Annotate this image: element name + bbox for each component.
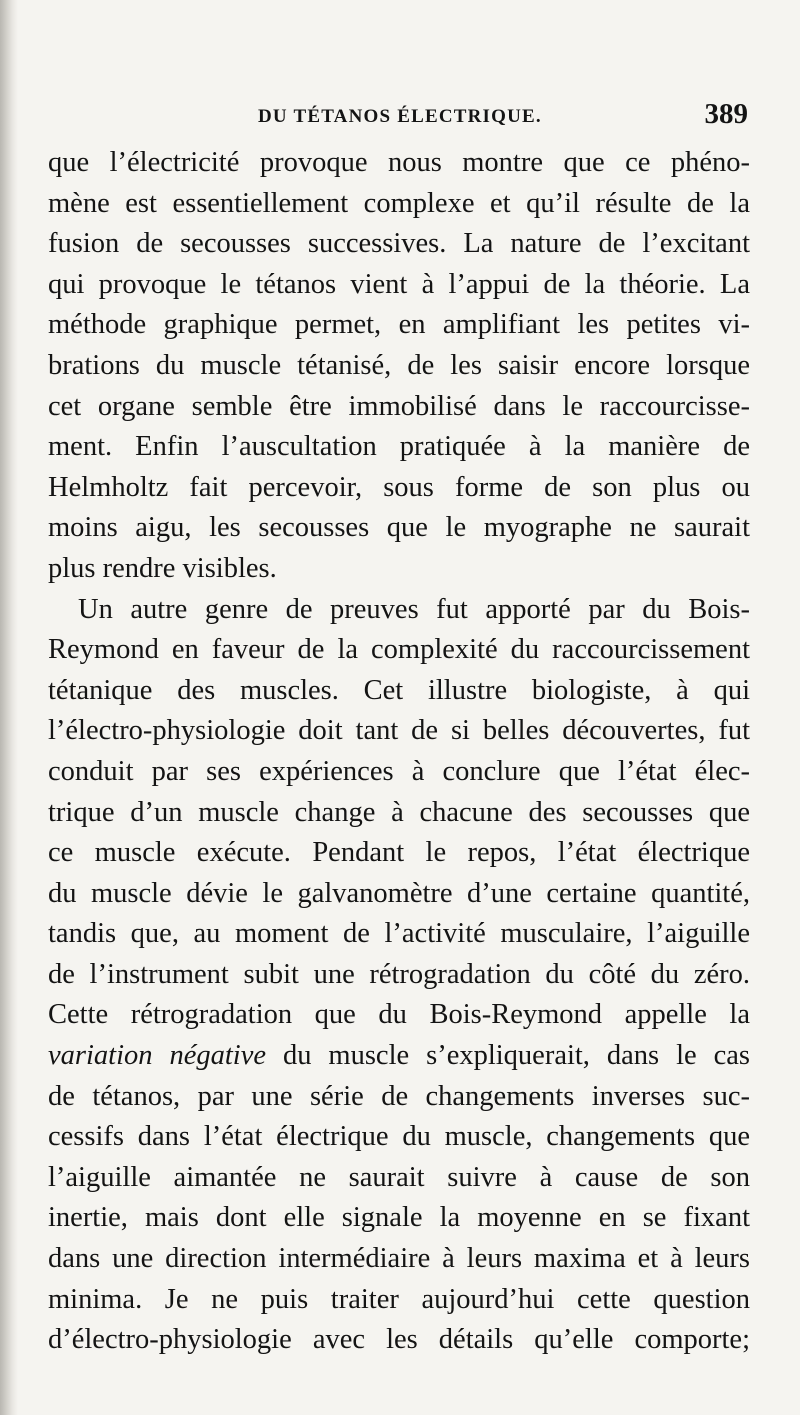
text-line: plus rendre visibles. [48, 552, 277, 584]
text-line: l’aiguille aimantée ne saurait suivre à cause de son [48, 1161, 750, 1193]
text-line: dans une direction intermédiaire à leurs maxima et à leurs [48, 1243, 750, 1275]
text-line: cessifs dans l’état électrique du muscle, changements que [48, 1121, 750, 1153]
body-text [48, 143, 750, 1361]
page-number: 389 [704, 98, 748, 130]
text-line: de tétanos, par une série de changements inverses suc- [48, 1080, 750, 1112]
text-line: de l’instrument subit une rétrogradation du côté du zéro. [48, 958, 750, 990]
text-line: ment. Enfin l’auscultation pratiquée à la manière de [48, 431, 750, 463]
text-line: brations du muscle tétanisé, de les saisir encore lorsque [48, 349, 750, 381]
text-line: méthode graphique permet, en amplifiant les petites vi- [48, 309, 750, 341]
text-line: tandis que, au moment de l’activité musculaire, l’aiguille [48, 918, 750, 950]
binding-shadow [0, 0, 18, 1415]
text-line: cet organe semble être immobilisé dans le raccourcisse- [48, 390, 750, 422]
text-line: conduit par ses expériences à conclure que l’état élec- [48, 755, 750, 787]
text-line: que l’électricité provoque nous montre que ce phéno- [48, 147, 750, 178]
text-line: Reymond en faveur de la complexité du raccourcissement [48, 634, 750, 666]
text-line: l’électro-physiologie doit tant de si belles découvertes, fut [48, 715, 750, 747]
text-line: Helmholtz fait percevoir, sous forme de son plus ou [48, 471, 750, 503]
text-line: qui provoque le tétanos vient à l’appui de la théorie. La [48, 268, 750, 300]
text-line: moins aigu, les secousses que le myographe ne saurait [48, 512, 750, 544]
text-line-with-italic [48, 1036, 750, 1077]
text-line-rest: du muscle s’expliquerait, dans le cas [266, 1040, 750, 1072]
text-line: ce muscle exécute. Pendant le repos, l’état électrique [48, 837, 750, 869]
text-line: d’électro-physiologie avec les détails qu’elle comporte; [48, 1324, 750, 1356]
text-line: tétanique des muscles. Cet illustre biologiste, à qui [48, 674, 750, 706]
running-title: DU TÉTANOS ÉLECTRIQUE. [258, 106, 542, 127]
text-line: Cette rétrogradation que du Bois-Reymond appelle la [48, 999, 750, 1031]
text-line: inertie, mais dont elle signale la moyenne en se fixant [48, 1202, 750, 1234]
italic-term: variation négative [48, 1040, 266, 1072]
text-line: fusion de secousses successives. La nature de l’excitant [48, 228, 750, 260]
running-head [48, 98, 748, 138]
paragraph-1 [48, 143, 750, 590]
text-line: trique d’un muscle change à chacune des secousses que [48, 796, 750, 828]
paragraph-2 [48, 590, 750, 1361]
text-line: minima. Je ne puis traiter aujourd’hui cette question [48, 1283, 750, 1315]
text-line: Un autre genre de preuves fut apporté par du Bois- [78, 593, 750, 625]
text-line: mène est essentiellement complexe et qu’il résulte de la [48, 187, 750, 219]
text-line: du muscle dévie le galvanomètre d’une certaine quantité, [48, 877, 750, 909]
